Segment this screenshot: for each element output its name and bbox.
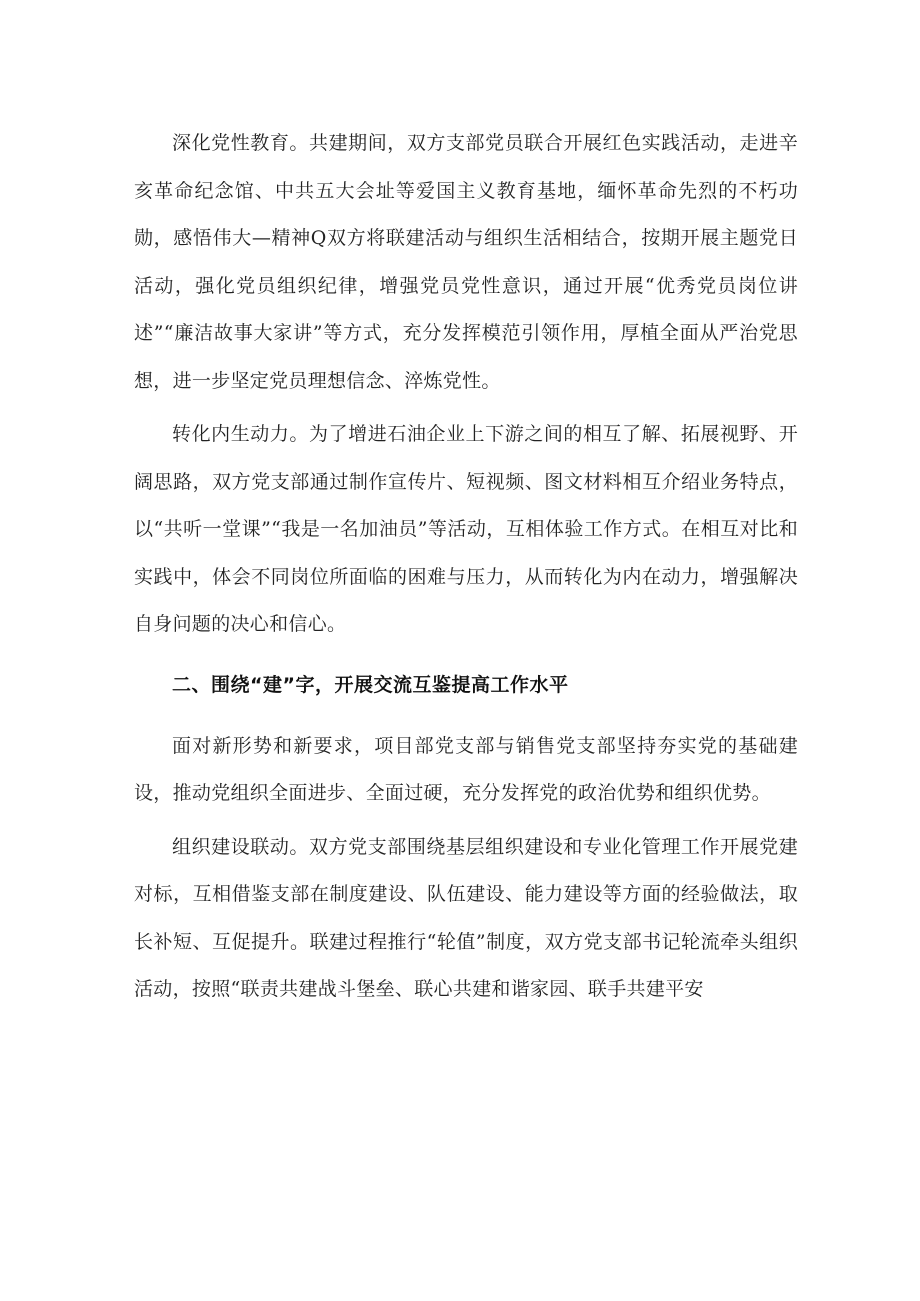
paragraph-internal-motivation: 转化内生动力。为了增进石油企业上下游之间的相互了解、拓展视野、开阔思路，双方党支部通过制作宣传片、短视频、图文材料相互介绍业务特点，以“共听一堂课”“我是一名加油员”等活动，互相体验工作方式。在相互对比和实践中，体会不同岗位所面临的困难与压力，从而转化为内在动力，增强解决自身问题的决心和信心。 bbox=[134, 423, 798, 635]
paragraph-organization-linkage: 组织建设联动。双方党支部围绕基层组织建设和专业化管理工作开展党建对标，互相借鉴支部在制度建设、队伍建设、能力建设等方面的经验做法，取长补短、互促提升。联建过程推行“轮值”制度，双方党支部书记轮流牵头组织活动，按照“联责共建战斗堡垒、联心共建和谐家园、联手共建平安 bbox=[134, 835, 798, 1000]
paragraph-deepen-party-education: 深化党性教育。共建期间，双方支部党员联合开展红色实践活动，走进辛亥革命纪念馆、中共五大会址等爱国主义教育基地，缅怀革命先烈的不朽功勋，感悟伟大—精神Q双方将联建活动与组织生活相结合，按期开展主题党日活动，强化党员组织纪律，增强党员党性意识，通过开展“优秀党员岗位讲述”“廉洁故事大家讲”等方式，充分发挥模范引领作用，厚植全面从严治党思想，进一步坚定党员理想信念、淬炼党性。 bbox=[134, 132, 798, 392]
section-heading: 二、围绕“建”字，开展交流互鉴提高工作水平 bbox=[172, 673, 569, 696]
paragraph-new-situation: 面对新形势和新要求，项目部党支部与销售党支部坚持夯实党的基础建设，推动党组织全面进步、全面过硬，充分发挥党的政治优势和组织优势。 bbox=[134, 734, 798, 804]
document-page bbox=[134, 120, 798, 1014]
